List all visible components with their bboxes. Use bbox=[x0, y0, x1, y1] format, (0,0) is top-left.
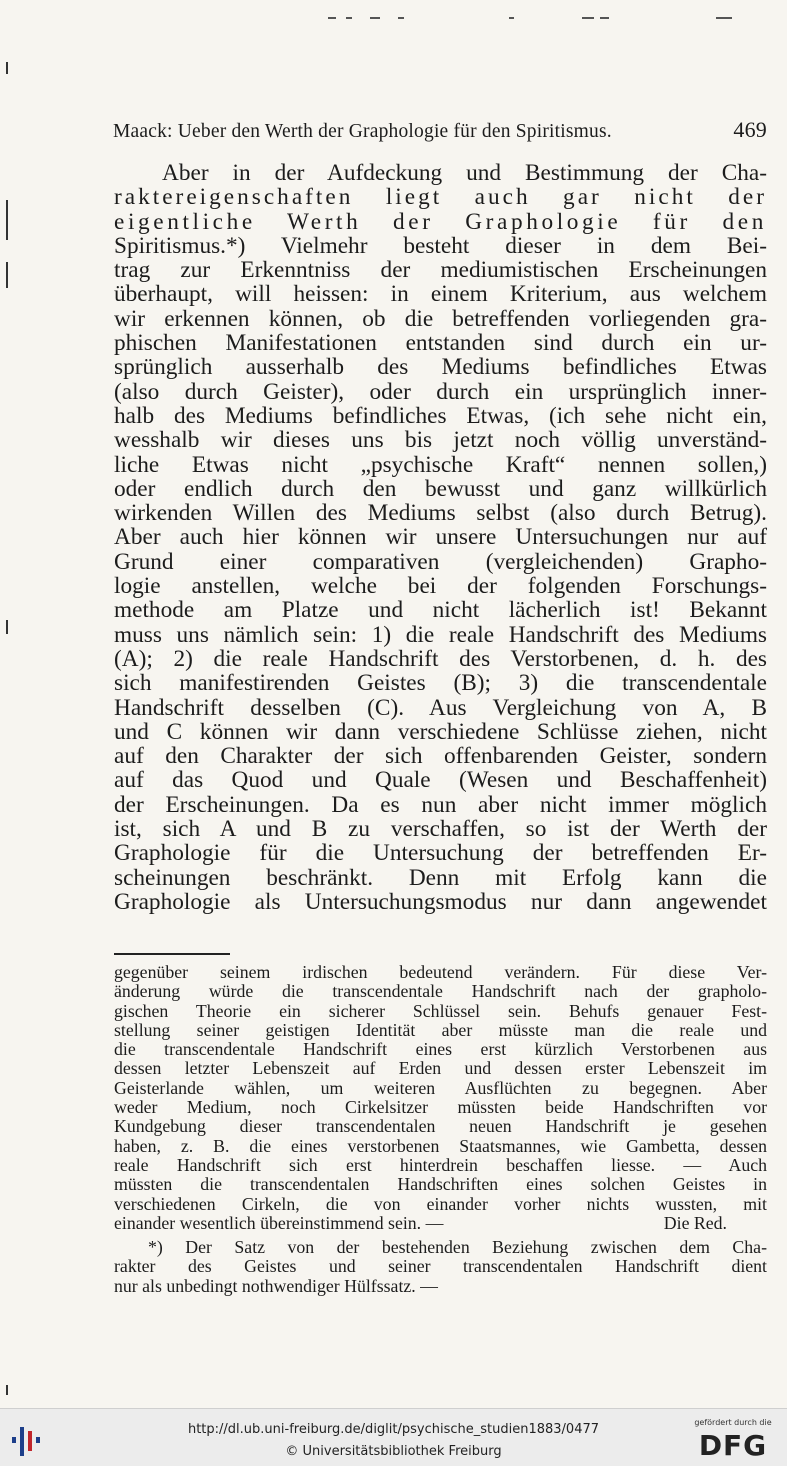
running-head bbox=[113, 117, 767, 143]
footnote-line: gegenüber seinem irdischen bedeutend verändern. Für diese Ver- bbox=[114, 962, 767, 982]
viewer-footer bbox=[0, 1408, 787, 1466]
scan-edge-mark bbox=[6, 200, 8, 240]
running-head-title: Maack: Ueber den Werth der Graphologie für den Spiritismus. bbox=[113, 121, 612, 142]
text-line: Handschrift desselben (C). Aus Vergleichung von A, B bbox=[114, 694, 767, 721]
scan-edge-mark bbox=[6, 262, 8, 288]
text-line: Aber auch hier können wir unsere Untersuchungen nur auf bbox=[114, 524, 767, 551]
copyright-notice: © Universitätsbibliothek Freiburg bbox=[285, 1444, 502, 1459]
text-line: wir erkennen können, ob die betreffenden vorliegenden gra- bbox=[114, 305, 767, 332]
footnote-line: gischen Theorie ein sicherer Schlüssel sein. Behufs genauer Fest- bbox=[114, 1000, 767, 1021]
footnote-line: haben, z. B. die eines verstorbenen Staatsmannes, wie Gambetta, dessen bbox=[114, 1135, 767, 1156]
footnote-line: weder Medium, noch Cirkelsitzer müssten beide Handschriften vor bbox=[114, 1097, 767, 1118]
text-line: Aber in der Aufdeckung und Bestimmung der Cha- bbox=[162, 160, 767, 186]
text-line: methode am Platze und nicht lächerlich ist! Bekannt bbox=[114, 597, 767, 624]
text-line: raktereigenschaften liegt auch gar nicht der bbox=[114, 184, 767, 211]
text-line: eigentliche Werth der Graphologie für den bbox=[114, 208, 767, 235]
footnote-line: einander wesentlich übereinstimmend sein. — bbox=[114, 1212, 444, 1233]
text-line: scheinungen beschränkt. Denn mit Erfolg kann die bbox=[114, 864, 767, 891]
text-line: auf das Quod und Quale (Wesen und Beschaffenheit) bbox=[114, 767, 767, 794]
text-line: liche Etwas nicht „psychische Kraft“ nennen sollen,) bbox=[114, 451, 767, 478]
text-line: halb des Mediums befindliches Etwas, (ich sehe nicht ein, bbox=[114, 402, 767, 429]
text-line: ist, sich A und B zu verschaffen, so ist der Werth der bbox=[114, 816, 767, 843]
scan-edge-mark bbox=[6, 1385, 8, 1395]
text-line: trag zur Erkenntniss der mediumistischen Erscheinungen bbox=[114, 257, 767, 284]
footnote-line: stellung seiner geistigen Identität aber müsste man die reale und bbox=[114, 1019, 767, 1040]
text-line: auf den Charakter der sich offenbarenden Geister, sondern bbox=[114, 743, 767, 770]
footnote-separator bbox=[114, 953, 230, 955]
footnote-line: änderung würde die transcendentale Handschrift nach der grapholo- bbox=[114, 981, 767, 1002]
scan-edge-mark bbox=[6, 620, 8, 634]
editor-signature: Die Red. bbox=[663, 1212, 727, 1233]
text-line: wirkenden Willen des Mediums selbst (also durch Betrug). bbox=[114, 500, 767, 527]
text-line: wesshalb wir dieses uns bis jetzt noch völlig unverständ- bbox=[114, 427, 767, 454]
footnote-star-line: rakter des Geistes und seiner transcendentalen Handschrift dient bbox=[114, 1256, 767, 1277]
text-line: Spiritismus.*) Vielmehr besteht dieser in dem Bei- bbox=[114, 232, 767, 259]
text-line: muss uns nämlich sein: 1) die reale Handschrift des Mediums bbox=[114, 621, 767, 648]
scan-edge-mark bbox=[6, 62, 8, 74]
footnote-line: dessen letzter Lebenszeit auf Erden und dessen erster Lebenszeit im bbox=[114, 1058, 767, 1079]
text-line: der Erscheinungen. Da es nun aber nicht immer möglich bbox=[114, 791, 767, 818]
dfg-logo: DFG bbox=[698, 1429, 768, 1462]
text-line: (A); 2) die reale Handschrift des Verstorbenen, d. h. des bbox=[114, 645, 767, 672]
footnote-line: Geisterlande wählen, um weiteren Ausflüchten zu begegnen. Aber bbox=[114, 1077, 767, 1098]
main-text bbox=[114, 161, 767, 914]
scan-artifacts bbox=[0, 0, 787, 40]
text-line: oder endlich durch den bewusst und ganz willkürlich bbox=[114, 475, 767, 502]
footnote-star-line: nur als unbedingt nothwendiger Hülfssatz. — bbox=[114, 1275, 438, 1296]
text-line: logie anstellen, welche bei der folgenden Forschungs- bbox=[114, 573, 767, 600]
footnote-star-line: *) Der Satz von der bestehenden Beziehung zwischen dem Cha- bbox=[148, 1237, 767, 1258]
text-line: phischen Manifestationen entstanden sind durch ein ur- bbox=[114, 330, 767, 357]
footnote-line-signed bbox=[114, 1214, 767, 1233]
text-line: Graphologie für die Untersuchung der betreffenden Er- bbox=[114, 840, 767, 867]
footnote-line: müssten die transcendentalen Handschriften eines solchen Geistes in bbox=[114, 1174, 767, 1195]
text-line: sich manifestirenden Geistes (B); 3) die transcendentale bbox=[114, 670, 767, 697]
page-number: 469 bbox=[733, 117, 767, 142]
text-line: sprünglich ausserhalb des Mediums befindliches Etwas bbox=[114, 354, 767, 381]
text-line: überhaupt, will heissen: in einem Kriterium, aus welchem bbox=[114, 281, 767, 308]
text-line: Graphologie als Untersuchungsmodus nur dann angewendet bbox=[114, 888, 767, 915]
text-line: (also durch Geister), oder durch ein ursprünglich inner- bbox=[114, 378, 767, 405]
footnotes bbox=[114, 963, 767, 1296]
text-line: und C können wir dann verschiedene Schlüsse ziehen, nicht bbox=[114, 718, 767, 745]
funding-caption: gefördert durch die bbox=[694, 1418, 772, 1427]
footnote-line: verschiedenen Cirkeln, die von einander vorher nichts wussten, mit bbox=[114, 1193, 767, 1214]
text-line: Grund einer comparativen (vergleichenden) Grapho- bbox=[114, 548, 767, 575]
source-url-link[interactable]: http://dl.ub.uni-freiburg.de/diglit/psychische_studien1883/0477 bbox=[187, 1422, 600, 1437]
footnote-line: die transcendentale Handschrift eines erst kürzlich Verstorbenen aus bbox=[114, 1039, 767, 1060]
footnote-line: reale Handschrift sich erst hinterdrein beschaffen liesse. — Auch bbox=[114, 1154, 767, 1175]
footnote-line: Kundgebung dieser transcendentalen neuen Handschrift je gesehen bbox=[114, 1116, 767, 1137]
